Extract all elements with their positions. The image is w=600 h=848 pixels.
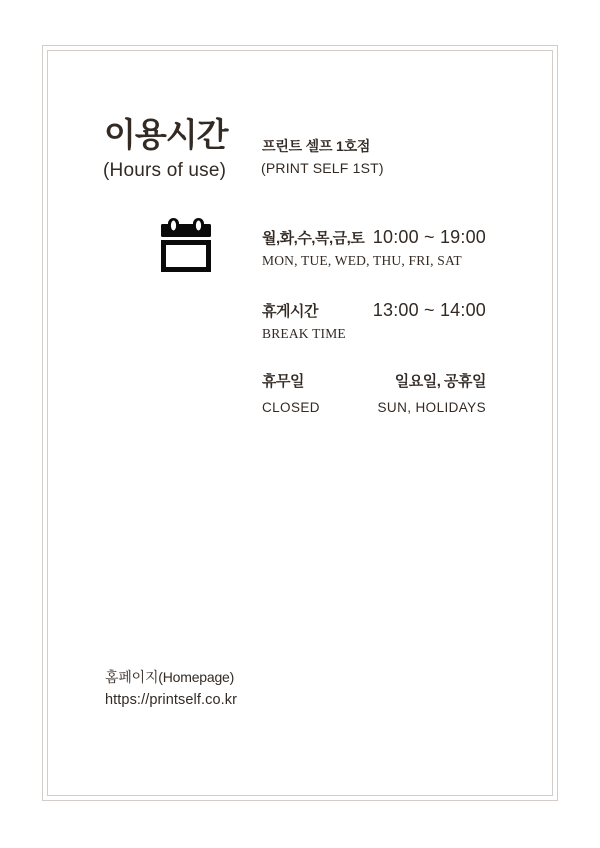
homepage-url: https://printself.co.kr bbox=[105, 692, 238, 708]
open-hours-row bbox=[262, 227, 486, 269]
branch-name-korean: 프린트 셀프 1호점 bbox=[262, 138, 371, 154]
page-title-english: (Hours of use) bbox=[103, 160, 227, 181]
closed-days-row bbox=[262, 372, 486, 416]
open-time-value: 10:00 ~ 19:00 bbox=[372, 227, 486, 247]
branch-name-english: (PRINT SELF 1ST) bbox=[261, 160, 384, 176]
calendar-icon bbox=[161, 218, 211, 272]
open-days-korean: 월,화,수,목,금,토 bbox=[262, 230, 365, 247]
page-title-korean: 이용시간 bbox=[104, 116, 228, 153]
break-label-english: BREAK TIME bbox=[262, 326, 346, 341]
break-label-korean: 휴게시간 bbox=[262, 303, 318, 320]
break-time-row bbox=[262, 300, 486, 342]
open-days-english: MON, TUE, WED, THU, FRI, SAT bbox=[262, 253, 462, 268]
homepage-label: 홈페이지(Homepage) bbox=[105, 669, 235, 685]
closed-days-korean: 일요일, 공휴일 bbox=[394, 373, 486, 390]
break-time-value: 13:00 ~ 14:00 bbox=[372, 300, 486, 320]
closed-label-english: CLOSED bbox=[262, 400, 320, 415]
closed-label-korean: 휴무일 bbox=[262, 373, 304, 390]
closed-days-english: SUN, HOLIDAYS bbox=[377, 400, 486, 415]
